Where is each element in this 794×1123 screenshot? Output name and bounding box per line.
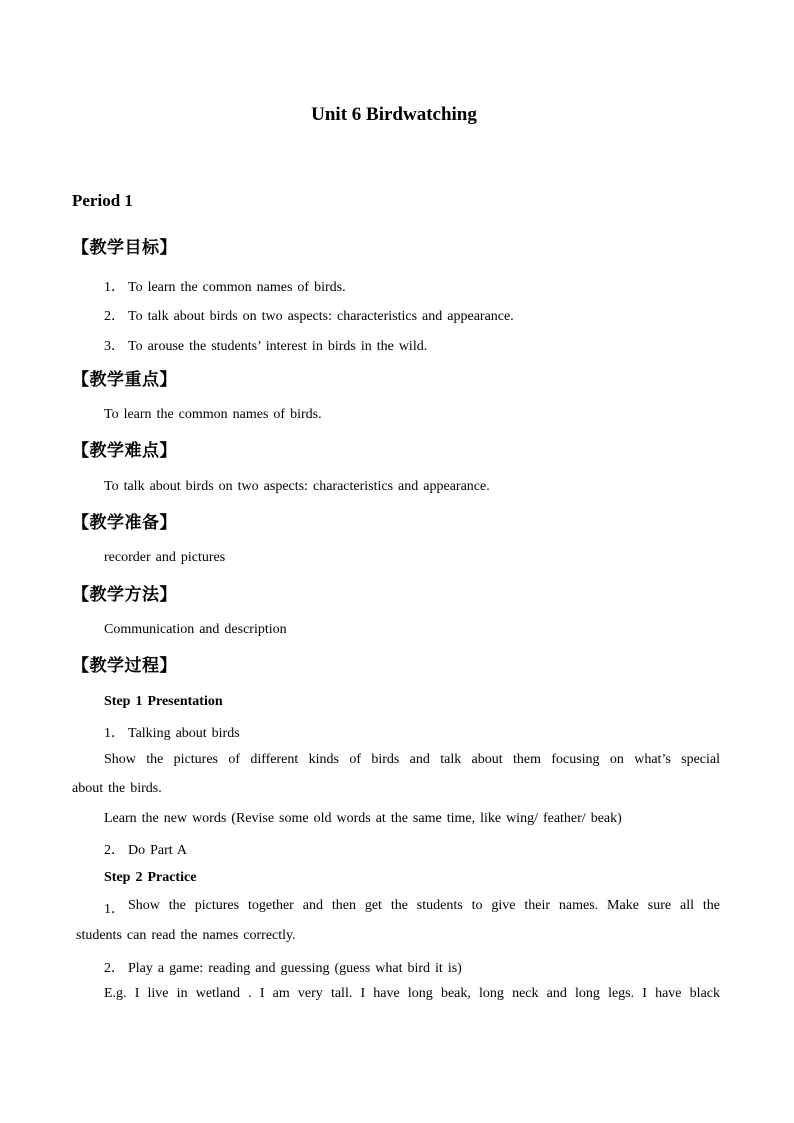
step2-title: Step 2 Practice	[104, 870, 197, 885]
step2-item-2-number: 2．	[104, 961, 125, 976]
step1-item-1	[104, 722, 240, 742]
step2-item-1-line-2: students can read the names correctly.	[76, 928, 296, 943]
methods-text: Communication and description	[104, 622, 287, 637]
key-points-heading: 【教学重点】	[72, 370, 177, 390]
step1-paragraph-1-line-1: Show the pictures of different kinds of birds and talk about them focusing on what’s special	[104, 752, 720, 767]
step2-item-1-text: Show the pictures together and then get the students to give their names. Make sure all the	[128, 898, 720, 913]
step1-item-2	[104, 839, 187, 859]
step2-item-1	[104, 898, 720, 918]
preparation-text: recorder and pictures	[104, 550, 226, 565]
step1-title: Step 1 Presentation	[104, 694, 223, 709]
difficulties-text: To talk about birds on two aspects: characteristics and appearance.	[104, 479, 490, 494]
period-label: Period 1	[72, 191, 133, 210]
step1-item-1-number: 1．	[104, 726, 125, 741]
objective-number-2: 2．	[104, 309, 125, 324]
objective-item-1	[104, 276, 346, 296]
objective-item-2	[104, 305, 514, 325]
key-points-text: To learn the common names of birds.	[104, 407, 322, 422]
objective-number-3: 3．	[104, 339, 125, 354]
step2-item-2-text: Play a game: reading and guessing (guess what bird it is)	[128, 961, 462, 976]
objective-text-2: To talk about birds on two aspects: characteristics and appearance.	[128, 309, 514, 324]
objective-number-1: 1．	[104, 280, 125, 295]
process-heading: 【教学过程】	[72, 656, 177, 676]
step1-item-2-number: 2．	[104, 843, 125, 858]
document-title: Unit 6 Birdwatching	[311, 104, 477, 125]
objectives-heading: 【教学目标】	[72, 238, 177, 258]
step1-paragraph-2: Learn the new words (Revise some old words at the same time, like wing/ feather/ beak)	[104, 811, 622, 826]
step2-example-line: E.g. I live in wetland . I am very tall. I have long beak, long neck and long legs. I have black	[104, 986, 720, 1001]
objective-item-3	[104, 335, 427, 355]
step1-item-2-text: Do Part A	[128, 843, 187, 858]
step1-paragraph-1-line-2: about the birds.	[72, 781, 162, 796]
objective-text-1: To learn the common names of birds.	[128, 280, 346, 295]
methods-heading: 【教学方法】	[72, 585, 177, 605]
difficulties-heading: 【教学难点】	[72, 441, 177, 461]
step2-item-1-number: 1．	[104, 902, 125, 917]
objective-text-3: To arouse the students’ interest in birds in the wild.	[128, 339, 428, 354]
step2-item-2	[104, 957, 462, 977]
step1-item-1-text: Talking about birds	[128, 726, 240, 741]
preparation-heading: 【教学准备】	[72, 513, 177, 533]
